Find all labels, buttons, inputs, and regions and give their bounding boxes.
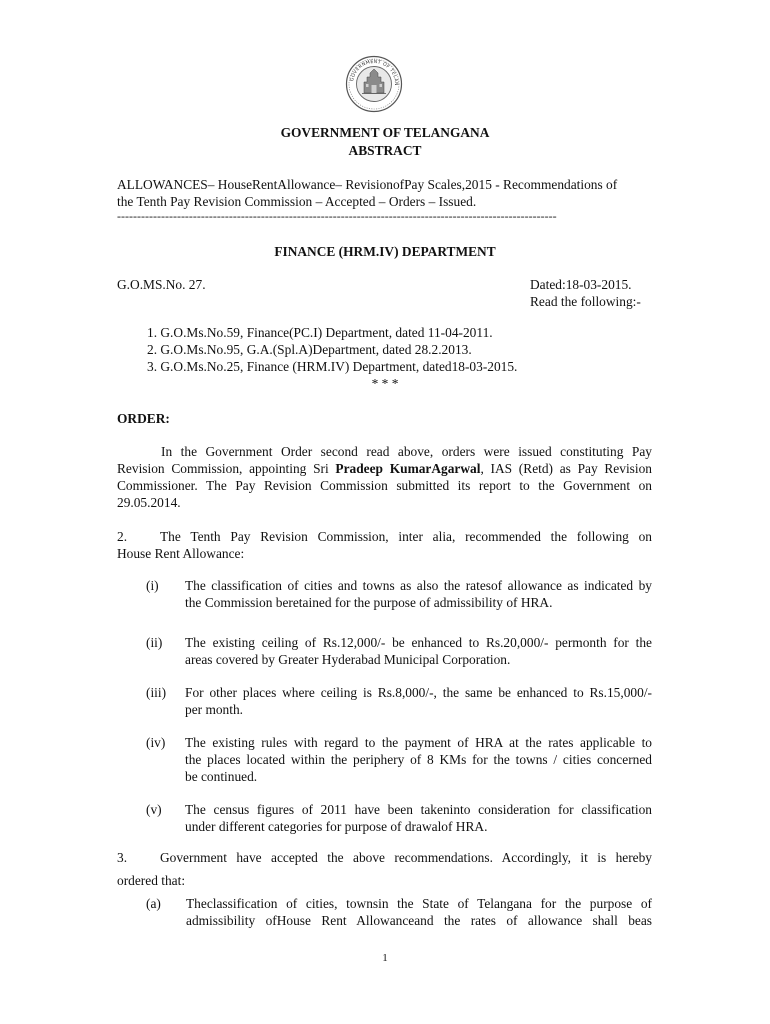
commissioner-name: Pradeep KumarAgarwal [335, 461, 481, 476]
reference-1: 1. G.O.Ms.No.59, Finance(PC.I) Department, dated 11-04-2011. [147, 325, 493, 340]
order-item-a: (a) Theclassification of cities, townsin the State of Telangana for the purpose of admissibility ofHouse Rent Allowanceand the rates of allowance shall beas [146, 896, 652, 928]
government-seal [345, 55, 403, 113]
recommendation-text: The classification of cities and towns as also the ratesof allowance as indicated by the Commission beretained for the purpose of admissibility of HRA. [185, 578, 652, 610]
recommendation-item [146, 684, 652, 718]
recommendation-item [146, 734, 652, 785]
recommendation-item [146, 577, 652, 611]
recommendation-item [146, 634, 652, 668]
recommendation-text: The existing ceiling of Rs.12,000/- be enhanced to Rs.20,000/- permonth for the areas covered by Greater Hyderabad Municipal Corporation. [185, 635, 652, 667]
subject-divider: -------------------------------------------------------------------------------------------------------------- [117, 209, 557, 223]
dated: Dated:18-03-2015. [530, 277, 632, 292]
order-heading: ORDER: [117, 411, 170, 426]
recommendation-number: (ii) [146, 635, 163, 650]
recommendation-text: The existing rules with regard to the payment of HRA at the rates applicable to the places located within the periphery of 8 KMs for the towns / cities concerned be continued. [185, 735, 652, 784]
order-paragraph-1: In the Government Order second read above, orders were issued constituting Pay Revision Commission, appointing Sri Pradeep KumarAgarwal, IAS (Retd) as Pay Revision Commissioner. The Pay Revision Commission submitted its report to the Government on 29.05.2014. [117, 444, 652, 510]
recommendation-text: For other places where ceiling is Rs.8,000/-, the same be enhanced to Rs.15,000/- per month. [185, 685, 652, 717]
subject-line-1: ALLOWANCES– HouseRentAllowance– RevisionofPay Scales,2015 - Recommendations of [117, 177, 618, 192]
recommendation-number: (v) [146, 802, 162, 817]
svg-text:GOVERNMENT OF TELANGANA: GOVERNMENT OF TELAN [350, 59, 399, 86]
go-number: G.O.MS.No. 27. [117, 277, 206, 292]
subject-line-2: the Tenth Pay Revision Commission – Accepted – Orders – Issued. [117, 194, 477, 209]
order-paragraph-3: 3. Government have accepted the above recommendations. Accordingly, it is hereby ordered that: [117, 850, 652, 888]
separator-stars: * * * [371, 376, 399, 391]
government-heading: GOVERNMENT OF TELANGANA [280, 125, 490, 140]
recommendation-number: (iii) [146, 685, 167, 700]
read-following: Read the following:- [530, 294, 641, 309]
recommendation-number: (i) [146, 578, 159, 593]
reference-3: 3. G.O.Ms.No.25, Finance (HRM.IV) Department, dated18-03-2015. [147, 359, 518, 374]
abstract-heading: ABSTRACT [348, 143, 422, 158]
department-heading: FINANCE (HRM.IV) DEPARTMENT [274, 244, 496, 259]
order-paragraph-2: 2. The Tenth Pay Revision Commission, inter alia, recommended the following on House Rent Allowance: [117, 529, 652, 561]
reference-2: 2. G.O.Ms.No.95, G.A.(Spl.A)Department, dated 28.2.2013. [147, 342, 472, 357]
recommendation-number: (iv) [146, 735, 166, 750]
recommendation-item [146, 801, 652, 835]
recommendation-text: The census figures of 2011 have been takeninto consideration for classification under different categories for purpose of drawalof HRA. [185, 802, 652, 834]
page-number: 1 [382, 952, 388, 964]
